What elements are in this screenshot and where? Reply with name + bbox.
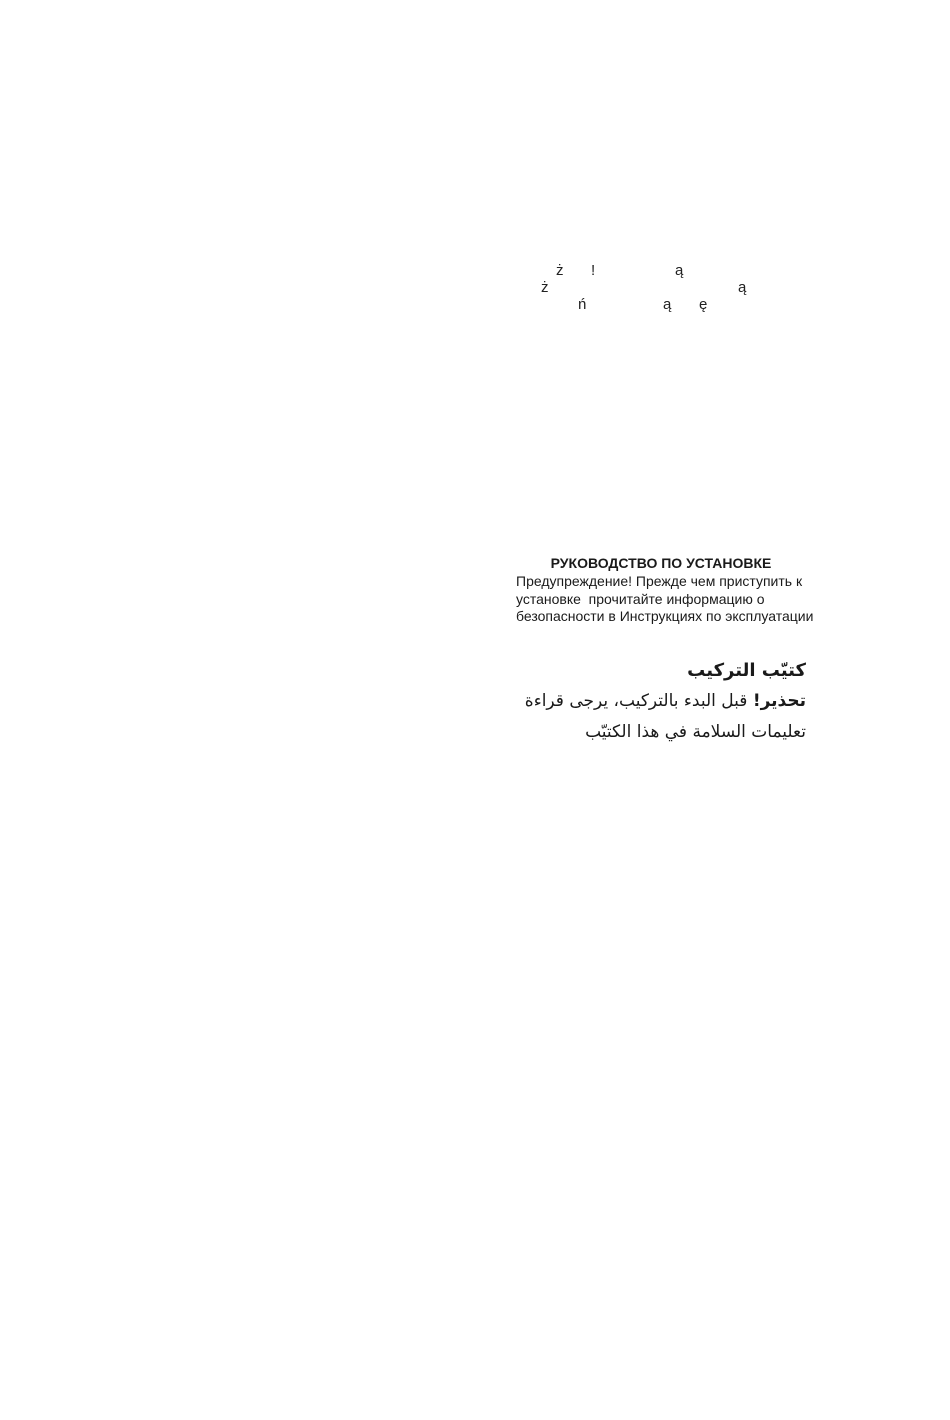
arabic-body	[506, 686, 806, 748]
polish-char: ą	[663, 296, 672, 313]
arabic-title: كتيّب التركيب	[687, 660, 806, 681]
russian-notice	[516, 554, 826, 626]
russian-line: безопасности в Инструкциях по эксплуатации	[516, 608, 814, 624]
arabic-notice	[506, 656, 806, 748]
polish-char: !	[591, 262, 596, 279]
russian-line: установке прочитайте информацию о	[516, 590, 765, 607]
arabic-line: تعليمات السلامة في هذا الكتيّب	[585, 722, 806, 742]
arabic-line: قبل البدء بالتركيب، يرجى قراءة	[524, 691, 753, 711]
russian-body	[516, 573, 821, 626]
russian-line: Предупреждение! Прежде чем приступить к	[516, 573, 803, 589]
polish-char: ń	[578, 296, 587, 313]
polish-char: ę	[699, 296, 708, 313]
russian-title: РУКОВОДСТВО ПО УСТАНОВКЕ	[550, 555, 772, 571]
polish-char: ą	[675, 262, 684, 279]
polish-char: ą	[738, 279, 747, 296]
arabic-warning-label: تحذير!	[752, 691, 806, 711]
polish-char: ż	[541, 279, 549, 296]
polish-char: ż	[556, 262, 564, 279]
